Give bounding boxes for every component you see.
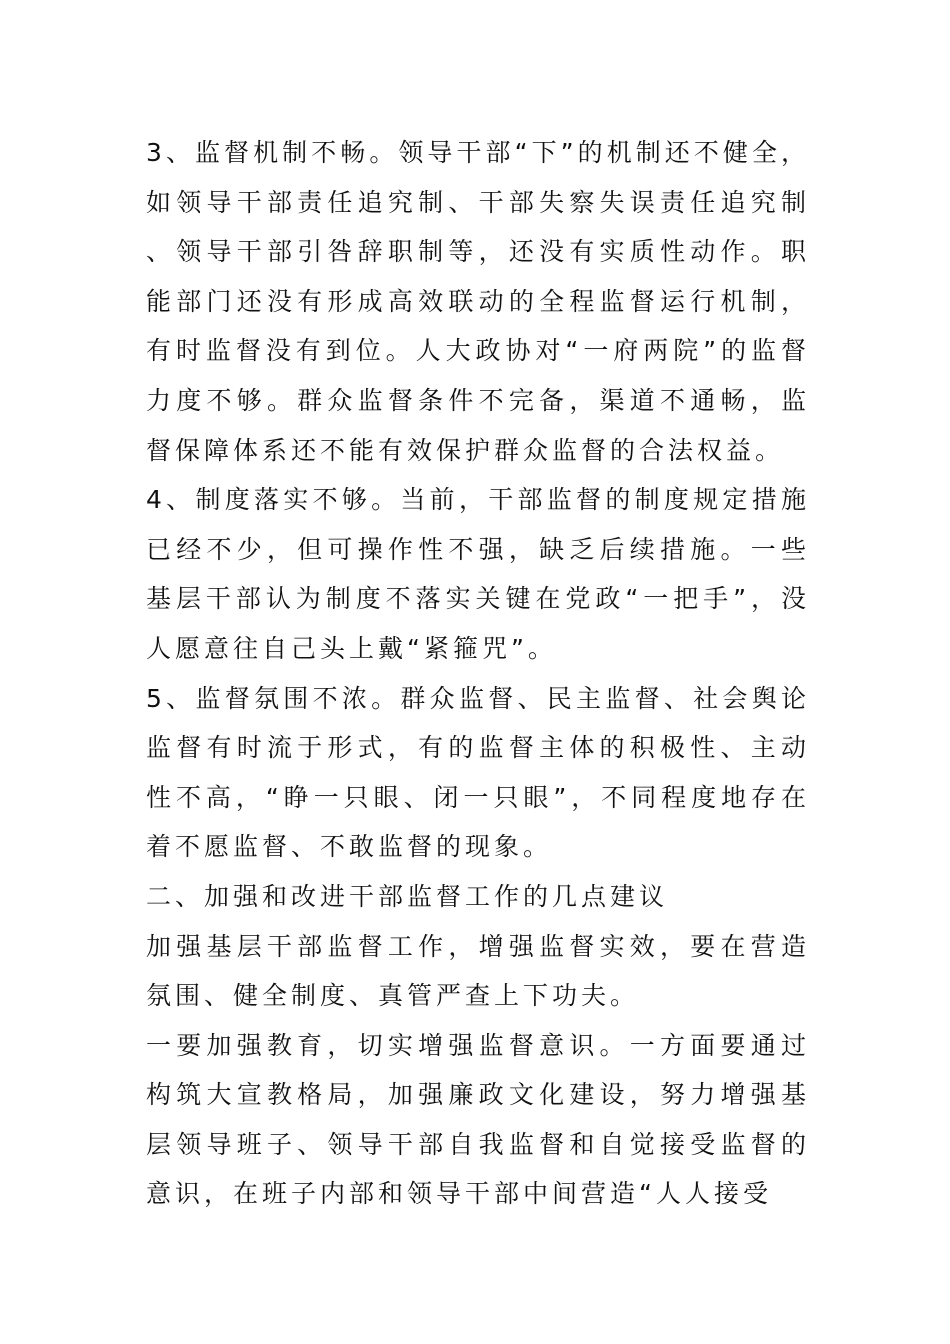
paragraph-intro-suggestions: 加强基层干部监督工作，增强监督实效，要在营造氛围、健全制度、真管严查上下功夫。 xyxy=(146,931,810,1011)
paragraph-supervision-atmosphere: 5、监督氛围不浓。群众监督、民主监督、社会舆论监督有时流于形式，有的监督主体的积极性、主动性不高，“睁一只眼、闭一只眼”，不同程度地存在着不愿监督、不敢监督的现象。 xyxy=(146,683,810,862)
document-body xyxy=(146,128,810,1219)
paragraph-strengthen-education: 一要加强教育，切实增强监督意识。一方面要通过构筑大宣教格局，加强廉政文化建设，努力增强基层领导班子、领导干部自我监督和自觉接受监督的意识，在班子内部和领导干部中间营造“人人接受 xyxy=(146,1030,810,1209)
paragraph-system-implementation: 4、制度落实不够。当前，干部监督的制度规定措施已经不少，但可操作性不强，缺乏后续措施。一些基层干部认为制度不落实关键在党政“一把手”，没人愿意往自己头上戴“紧箍咒”。 xyxy=(146,485,810,663)
section-heading-suggestions: 二、加强和改进干部监督工作的几点建议 xyxy=(146,881,669,911)
paragraph-supervision-mechanism: 3、监督机制不畅。领导干部“下”的机制还不健全，如领导干部责任追究制、干部失察失误责任追究制、领导干部引咎辞职制等，还没有实质性动作。职能部门还没有形成高效联动的全程监督运行机制，有时监督没有到位。人大政协对“一府两院”的监督力度不够。群众监督条件不完备，渠道不通畅，监督保障体系还不能有效保护群众监督的合法权益。 xyxy=(146,138,810,465)
